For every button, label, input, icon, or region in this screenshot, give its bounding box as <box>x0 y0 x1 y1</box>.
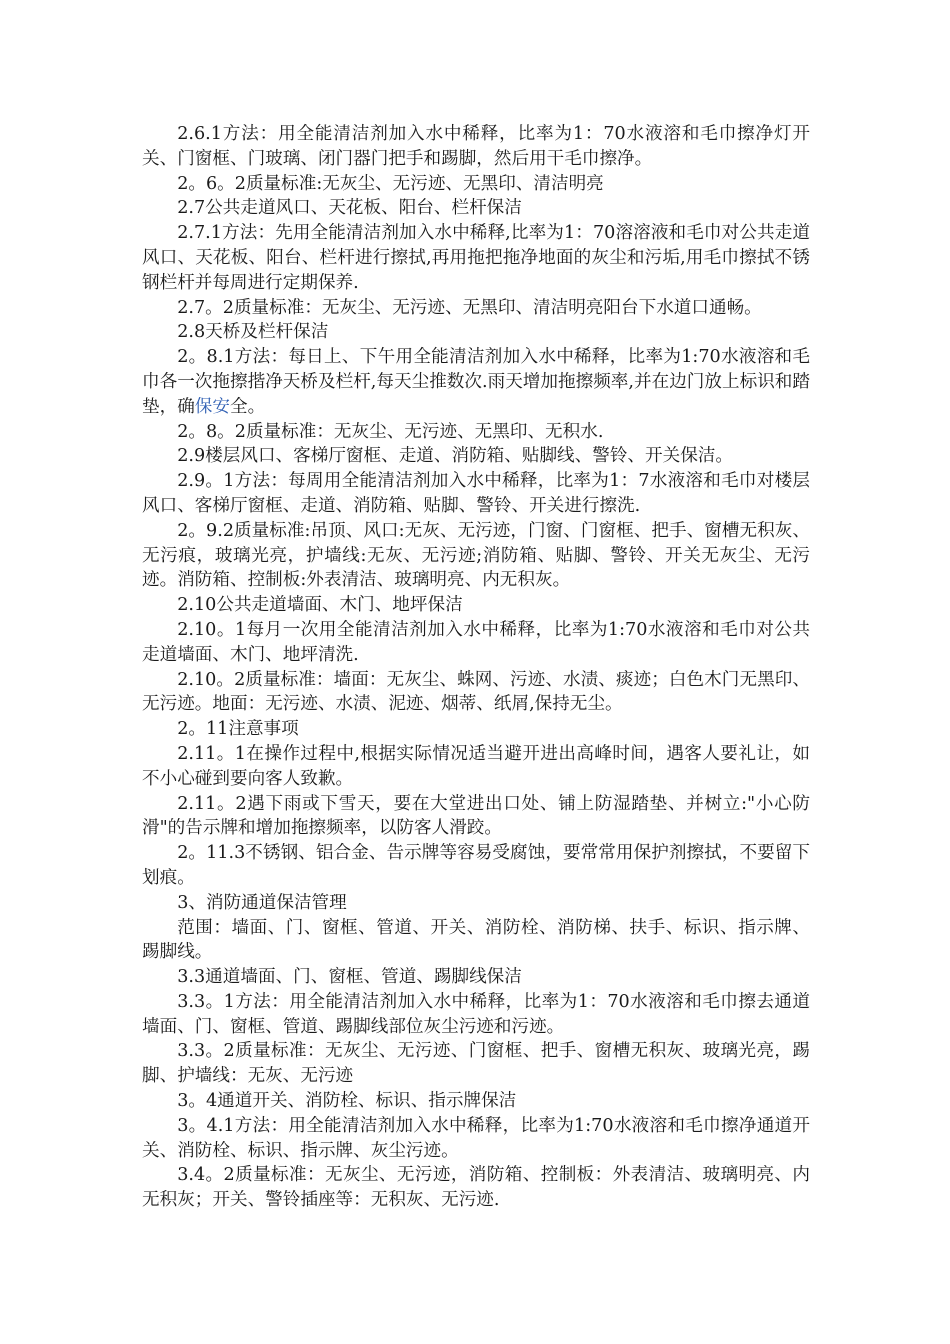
heading-2-9: 2.9楼层风口、客梯厅窗框、走道、消防箱、贴脚线、警铃、开关保洁。 <box>177 446 733 467</box>
heading-2-8: 2.8天桥及栏杆保洁 <box>177 322 329 343</box>
paragraph-2-6-2: 2。6。2质量标准:无灰尘、无污迹、无黑印、清洁明亮 <box>177 173 604 194</box>
paragraph-2-11-2: 2.11。2遇下雨或下雪天，要在大堂进出口处、铺上防湿踏垫、并树立:"小心防滑"的告示牌和增加拖擦频率，以防客人滑跤。 <box>142 793 810 839</box>
paragraph-2-9-1: 2.9。1方法：每周用全能清洁剂加入水中稀释，比率为1：7水液溶和毛巾对楼层风口、客梯厅窗框、走道、消防箱、贴脚、警铃、开关进行擦洗. <box>142 471 810 516</box>
paragraph-2-11-1: 2.11。1在操作过程中,根据实际情况适当避开进出高峰时间，遇客人要礼让，如不小心碰到要向客人致歉。 <box>142 743 810 789</box>
paragraph-2-11-3: 2。11.3不锈钢、铝合金、告示牌等容易受腐蚀，要常常用保护剂擦拭，不要留下划痕。 <box>142 843 810 888</box>
heading-2-10: 2.10公共走道墙面、木门、地坪保洁 <box>177 595 463 616</box>
heading-3-3: 3.3通道墙面、门、窗框、管道、踢脚线保洁 <box>177 967 522 988</box>
paragraph-2-6-1: 2.6.1方法：用全能清洁剂加入水中稀释，比率为1：70水液溶和毛巾擦净灯开关、门窗框、门玻璃、闭门器门把手和踢脚，然后用干毛巾擦净。 <box>142 124 810 169</box>
paragraph-2-8-1 <box>142 345 810 419</box>
document-body <box>142 122 810 1213</box>
heading-3: 3、消防通道保洁管理 <box>177 892 347 913</box>
paragraph-2-8-1-tail: 全。 <box>230 396 266 417</box>
paragraph-2-9-2: 2。9.2质量标准:吊顶、风口:无灰、无污迹，门窗、门窗框、把手、窗槽无积灰、无污痕，玻璃光亮，护墙线:无灰、无污迹;消防箱、贴脚、警铃、开关无灰尘、无污迹。消防箱、控制板:外表清洁、玻璃明亮、内无积灰。 <box>142 520 810 591</box>
paragraph-3-3-2: 3.3。2质量标准：无灰尘、无污迹、门窗框、把手、窗槽无积灰、玻璃光亮，踢脚、护墙线：无灰、无污迹 <box>142 1041 810 1087</box>
paragraph-scope: 范围：墙面、门、窗框、管道、开关、消防栓、消防梯、扶手、标识、指示牌、踢脚线。 <box>142 917 810 963</box>
security-link[interactable]: 保安 <box>194 396 230 417</box>
paragraph-3-3-1: 3.3。1方法：用全能清洁剂加入水中稀释，比率为1：70水液溶和毛巾擦去通道墙面、门、窗框、管道、踢脚线部位灰尘污迹和污迹。 <box>142 991 810 1037</box>
paragraph-2-7-1: 2.7.1方法：先用全能清洁剂加入水中稀释,比率为1：70溶溶液和毛巾对公共走道风口、天花板、阳台、栏杆进行擦拭,再用拖把拖净地面的灰尘和污垢,用毛巾擦拭不锈钢栏杆并每周进行定期保养. <box>142 223 810 293</box>
paragraph-2-8-2: 2。8。2质量标准：无灰尘、无污迹、无黑印、无积水. <box>177 421 604 442</box>
paragraph-2-7-2: 2.7。2质量标准：无灰尘、无污迹、无黑印、清洁明亮阳台下水道口通畅。 <box>177 297 762 318</box>
paragraph-2-10-1: 2.10。1每月一次用全能清洁剂加入水中稀释，比率为1:70水液溶和毛巾对公共走道墙面、木门、地坪清洗. <box>142 619 810 665</box>
heading-2-11: 2。11注意事项 <box>177 719 299 740</box>
paragraph-2-10-2: 2.10。2质量标准：墙面：无灰尘、蛛网、污迹、水渍、痰迹；白色木门无黑印、无污迹。地面：无污迹、水渍、泥迹、烟蒂、纸屑,保持无尘。 <box>142 669 810 715</box>
paragraph-3-4-2: 3.4。2质量标准：无灰尘、无污迹，消防箱、控制板：外表清洁、玻璃明亮、内无积灰；开关、警铃插座等：无积灰、无污迹. <box>142 1165 810 1211</box>
heading-3-4: 3。4通道开关、消防栓、标识、指示牌保洁 <box>177 1091 517 1112</box>
paragraph-2-8-1-text: 2。8.1方法：每日上、下午用全能清洁剂加入水中稀释，比率为1:70水液溶和毛巾各一次拖擦揩净天桥及栏杆,每天尘推数次.雨天增加拖擦频率,并在边门放上标识和踏垫，确 <box>142 347 810 417</box>
paragraph-3-4-1: 3。4.1方法：用全能清洁剂加入水中稀释，比率为1:70水液溶和毛巾擦净通道开关、消防栓、标识、指示牌、灰尘污迹。 <box>142 1115 810 1161</box>
heading-2-7: 2.7公共走道风口、天花板、阳台、栏杆保洁 <box>177 198 522 219</box>
